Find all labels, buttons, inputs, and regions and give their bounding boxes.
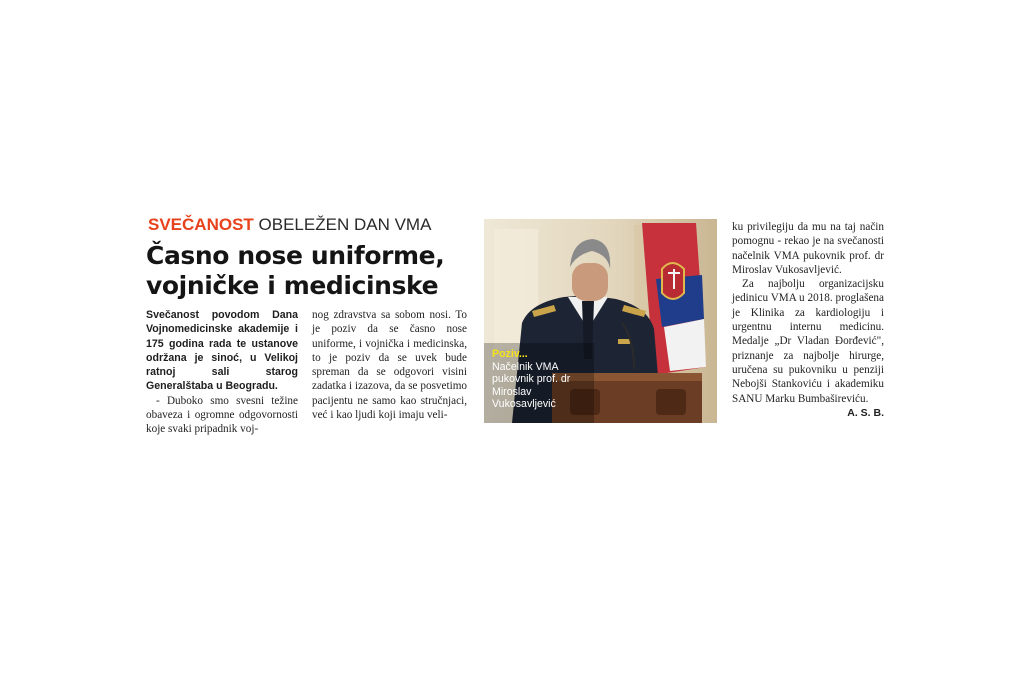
body-paragraph: - Duboko smo svesni težine obaveza i ogromne odgovornosti koje svaki pripadnik voj-	[146, 394, 298, 436]
body-paragraph: ku privilegiju da mu na taj način pomognu - rekao je na svečanosti načelnik VMA pukovnik prof. dr Miroslav Vukosavljević.	[732, 221, 884, 276]
body-paragraph: nog zdravstva sa sobom nosi. To je poziv da se časno nose uniforme, i vojnička i medicinska, to je poziv da se uvek bude spreman da se odgovori visini zadatka i izazova, da se posvetimo pacijentu ne samo kao stručnjaci, već i kao ljudi koji imaju veli-	[312, 309, 467, 422]
photo-caption	[492, 348, 584, 411]
kicker-category: SVEČANOST	[148, 215, 254, 234]
award-text: Za najbolju organizacijsku jedinicu VMA u 2018. proglašena je Klinika za kardiologiju i urgentnu internu medicinu. Medalje „Dr Vladan Đorđević", priznanje za najbolje hirurge, uručena su pukovniku u penziji Nebojši Stankoviću i akademiku SANU Marku Bumbašireviću.	[732, 278, 884, 405]
body-paragraph	[732, 277, 884, 419]
article-kicker	[148, 215, 431, 235]
author-signature: A. S. B.	[847, 406, 884, 419]
article-lead: Svečanost povodom Dana Vojnomedicinske akademije i 175 godina rada te ustanove održana je sinoć, u Velikoj ratnoj sali starog Generalštaba u Beogradu.	[146, 309, 298, 393]
caption-kicker: Poziv...	[492, 348, 528, 360]
text-column-1	[146, 308, 298, 437]
text-column-2	[312, 308, 467, 422]
headline-line-2: vojničke i medicinske	[146, 271, 439, 300]
caption-text: Načelnik VMA pukovnik prof. dr Miroslav Vukosavljević	[492, 360, 571, 411]
headline-line-1: Časno nose uniforme,	[146, 241, 445, 270]
article-headline	[146, 241, 476, 301]
kicker-subtitle: OBELEŽEN DAN VMA	[258, 215, 432, 234]
text-column-3	[732, 220, 884, 420]
